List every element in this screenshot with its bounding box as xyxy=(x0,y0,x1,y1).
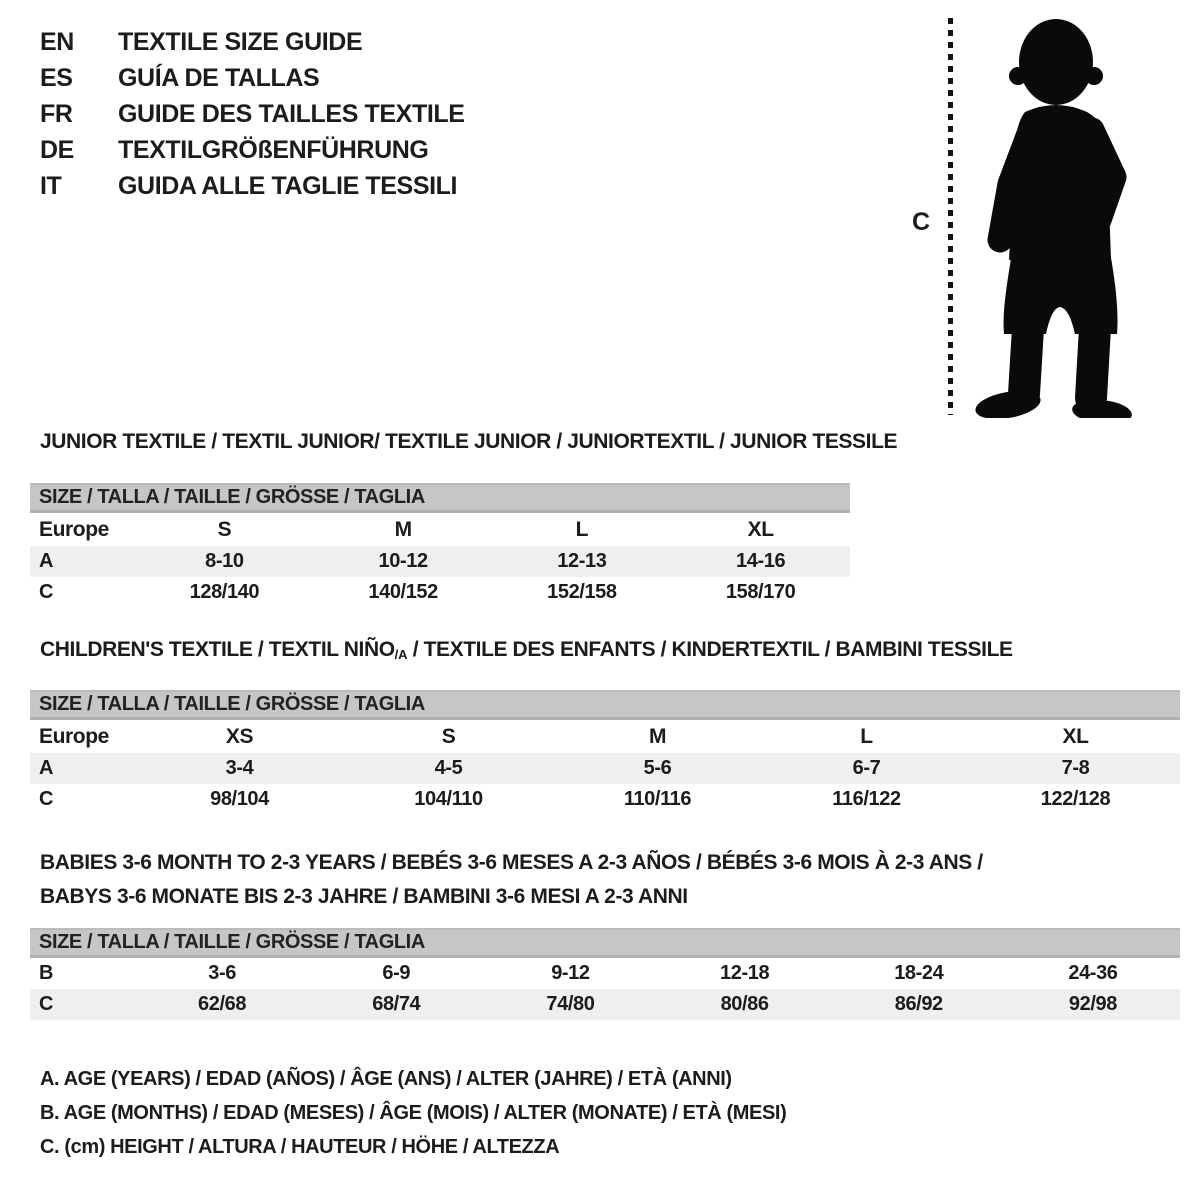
junior-size-header-row xyxy=(30,513,850,546)
guide-title-fr: GUIDE DES TAILLES TEXTILE xyxy=(118,99,465,128)
cell-value: 158/170 xyxy=(725,581,796,603)
children-size-header-row xyxy=(30,720,1180,753)
children-height-row xyxy=(30,784,1180,815)
language-header xyxy=(40,24,465,204)
babies-heading-line2: BABYS 3-6 MONATE BIS 2-3 JAHRE / BAMBINI 3-6 MESI A 2-3 ANNI xyxy=(40,885,688,908)
cell-value: 116/122 xyxy=(832,788,901,810)
language-code: EN xyxy=(40,27,74,56)
cell-value: 7-8 xyxy=(1061,757,1090,779)
size-col-header: XL xyxy=(1062,724,1089,748)
cell-value: 80/86 xyxy=(720,993,769,1015)
guide-title-it: GUIDA ALLE TAGLIE TESSILI xyxy=(118,171,458,200)
size-bar-label: SIZE / TALLA / TAILLE / GRÖSSE / TAGLIA xyxy=(39,486,425,508)
cell-value: 140/152 xyxy=(368,581,438,603)
cell-value: 6-7 xyxy=(852,757,881,779)
junior-age-row xyxy=(30,546,850,577)
row-label: A xyxy=(39,757,54,779)
language-row-de xyxy=(40,132,465,168)
size-col-header: XS xyxy=(225,724,254,748)
language-row-it xyxy=(40,168,465,204)
children-heading-sub: /A xyxy=(394,647,408,662)
size-col-header: S xyxy=(441,724,456,748)
babies-heading-line1: BABIES 3-6 MONTH TO 2-3 YEARS / BEBÉS 3-6 MESES A 2-3 AÑOS / BÉBÉS 3-6 MOIS À 2-3 ANS / xyxy=(40,851,983,874)
cell-value: 68/74 xyxy=(372,993,421,1015)
row-label: A xyxy=(39,550,54,572)
row-label: C xyxy=(39,581,54,603)
language-row-en xyxy=(40,24,465,60)
babies-height-row xyxy=(30,989,1180,1020)
guide-title-en: TEXTILE SIZE GUIDE xyxy=(118,27,363,56)
junior-size-table xyxy=(30,483,850,608)
row-label: C xyxy=(39,993,54,1015)
row-label: C xyxy=(39,788,54,810)
footnote-b: B. AGE (MONTHS) / EDAD (MESES) / ÂGE (MOIS) / ALTER (MONATE) / ETÀ (MESI) xyxy=(40,1102,787,1124)
size-bar xyxy=(30,690,1180,720)
language-row-fr xyxy=(40,96,465,132)
children-heading-text: CHILDREN'S TEXTILE / TEXTIL NIÑO xyxy=(40,638,395,661)
size-bar xyxy=(30,483,850,513)
cell-value: 74/80 xyxy=(546,993,595,1015)
cell-value: 122/128 xyxy=(1040,788,1111,810)
cell-value: 86/92 xyxy=(894,993,943,1015)
language-row-es xyxy=(40,60,465,96)
language-code: DE xyxy=(40,135,74,164)
cell-value: 98/104 xyxy=(210,788,269,810)
cell-value: 4-5 xyxy=(434,757,463,779)
size-col-header: S xyxy=(217,517,232,541)
cell-value: 18-24 xyxy=(894,962,944,984)
cell-value: 128/140 xyxy=(189,581,260,603)
language-code: FR xyxy=(40,99,73,128)
guide-title-es: GUÍA DE TALLAS xyxy=(118,63,320,92)
size-bar-label: SIZE / TALLA / TAILLE / GRÖSSE / TAGLIA xyxy=(39,693,425,715)
size-col-header: XL xyxy=(747,517,774,541)
babies-size-table xyxy=(30,928,1180,1020)
size-col-header: L xyxy=(575,517,589,541)
footnotes xyxy=(40,1062,786,1164)
footnote-c: C. (cm) HEIGHT / ALTURA / HAUTEUR / HÖHE / ALTEZZA xyxy=(40,1136,560,1158)
language-code: IT xyxy=(40,171,62,200)
babies-section-heading xyxy=(40,846,983,914)
children-section-heading xyxy=(40,638,1013,662)
cell-value: 92/98 xyxy=(1068,993,1117,1015)
size-bar xyxy=(30,928,1180,958)
junior-section-heading: JUNIOR TEXTILE / TEXTIL JUNIOR/ TEXTILE JUNIOR / JUNIORTEXTIL / JUNIOR TESSILE xyxy=(40,430,898,453)
cell-value: 152/158 xyxy=(547,581,617,603)
children-size-table xyxy=(30,690,1180,815)
size-col-header: M xyxy=(394,517,412,541)
footnote-a: A. AGE (YEARS) / EDAD (AÑOS) / ÂGE (ANS) / ALTER (JAHRE) / ETÀ (ANNI) xyxy=(40,1068,732,1090)
junior-height-row xyxy=(30,577,850,608)
region-label: Europe xyxy=(39,517,109,541)
babies-age-row xyxy=(30,958,1180,989)
children-heading-text: / TEXTILE DES ENFANTS / KINDERTEXTIL / BAMBINI TESSILE xyxy=(407,638,1013,661)
height-label: C xyxy=(912,208,930,236)
cell-value: 3-6 xyxy=(208,962,236,984)
cell-value: 10-12 xyxy=(378,550,428,572)
children-age-row xyxy=(30,753,1180,784)
cell-value: 3-4 xyxy=(225,757,254,779)
toddler-silhouette-icon xyxy=(966,14,1140,418)
cell-value: 9-12 xyxy=(551,962,590,984)
cell-value: 14-16 xyxy=(736,550,786,572)
cell-value: 12-13 xyxy=(557,550,607,572)
language-code: ES xyxy=(40,63,73,92)
cell-value: 8-10 xyxy=(205,550,244,572)
cell-value: 6-9 xyxy=(382,962,411,984)
size-col-header: L xyxy=(860,724,873,748)
cell-value: 12-18 xyxy=(720,962,770,984)
guide-title-de: TEXTILGRÖßENFÜHRUNG xyxy=(118,135,429,164)
region-label: Europe xyxy=(39,724,109,748)
size-col-header: M xyxy=(648,724,667,748)
size-bar-label: SIZE / TALLA / TAILLE / GRÖSSE / TAGLIA xyxy=(39,931,425,953)
cell-value: 62/68 xyxy=(198,993,247,1015)
cell-value: 5-6 xyxy=(643,757,672,779)
height-measure-line xyxy=(948,18,953,415)
cell-value: 110/116 xyxy=(623,788,692,810)
row-label: B xyxy=(39,962,54,984)
cell-value: 104/110 xyxy=(414,788,483,810)
cell-value: 24-36 xyxy=(1068,962,1118,984)
